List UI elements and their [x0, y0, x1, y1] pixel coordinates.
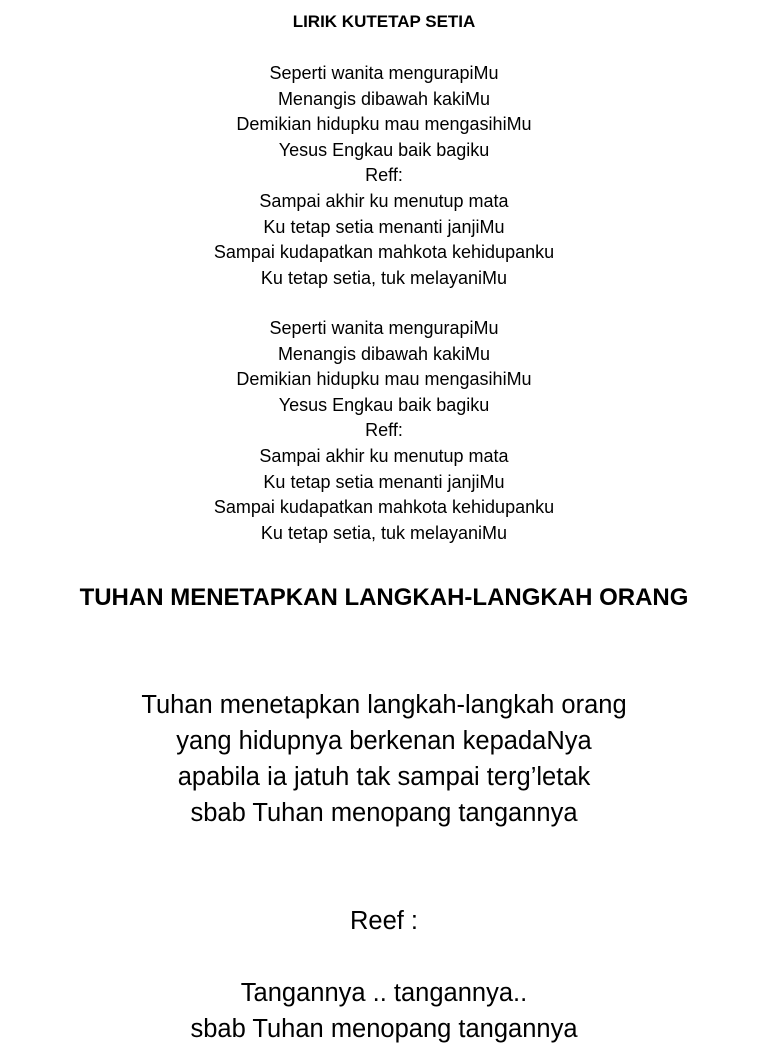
lyric-line: Sampai akhir ku menutup mata	[259, 445, 509, 466]
lyric-line: sbab Tuhan menopang tangannya	[190, 1015, 578, 1043]
lyric-line: Demikian hidupku mau mengasihiMu	[236, 369, 532, 390]
lyric-line: Menangis dibawah kakiMu	[277, 88, 491, 109]
lyric-line: Seperti wanita mengurapiMu	[269, 63, 499, 83]
lyric-line: Ku tetap setia, tuk melayaniMu	[260, 267, 508, 288]
lyrics-stanza-3	[0, 687, 768, 831]
lyric-line: Ku tetap setia menanti janjiMu	[263, 216, 505, 237]
lyric-line: sbab Tuhan menopang tangannya	[190, 799, 578, 827]
song-2-title: TUHAN MENETAPKAN LANGKAH-LANGKAH ORANG	[79, 584, 689, 611]
lyrics-stanza-2	[0, 316, 768, 546]
lyric-line: Sampai akhir ku menutup mata	[259, 190, 509, 211]
lyrics-stanza-4	[0, 975, 768, 1047]
lyric-line: apabila ia jatuh tak sampai terg’letak	[177, 763, 591, 791]
lyric-line: yang hidupnya berkenan kepadaNya	[176, 727, 592, 755]
lyric-line: Tangannya .. tangannya..	[240, 979, 528, 1007]
lyric-line: Demikian hidupku mau mengasihiMu	[236, 114, 532, 135]
reef-label: Reef :	[349, 907, 419, 935]
song-title: LIRIK KUTETAP SETIA	[292, 12, 476, 31]
lyric-line: Menangis dibawah kakiMu	[277, 343, 491, 364]
reff-label: Reff:	[365, 165, 403, 186]
lyric-line: Yesus Engkau baik bagiku	[278, 139, 490, 160]
reff-label: Reff:	[365, 420, 403, 441]
lyric-line: Yesus Engkau baik bagiku	[278, 394, 490, 415]
lyric-line: Seperti wanita mengurapiMu	[269, 318, 499, 338]
lyric-line: Tuhan menetapkan langkah-langkah orang	[141, 691, 627, 719]
lyric-line: Ku tetap setia, tuk melayaniMu	[260, 522, 508, 543]
lyrics-stanza-1	[0, 61, 768, 291]
lyric-line: Sampai kudapatkan mahkota kehidupanku	[213, 242, 555, 263]
lyric-line: Ku tetap setia menanti janjiMu	[263, 471, 505, 492]
lyric-line: Sampai kudapatkan mahkota kehidupanku	[213, 497, 555, 518]
